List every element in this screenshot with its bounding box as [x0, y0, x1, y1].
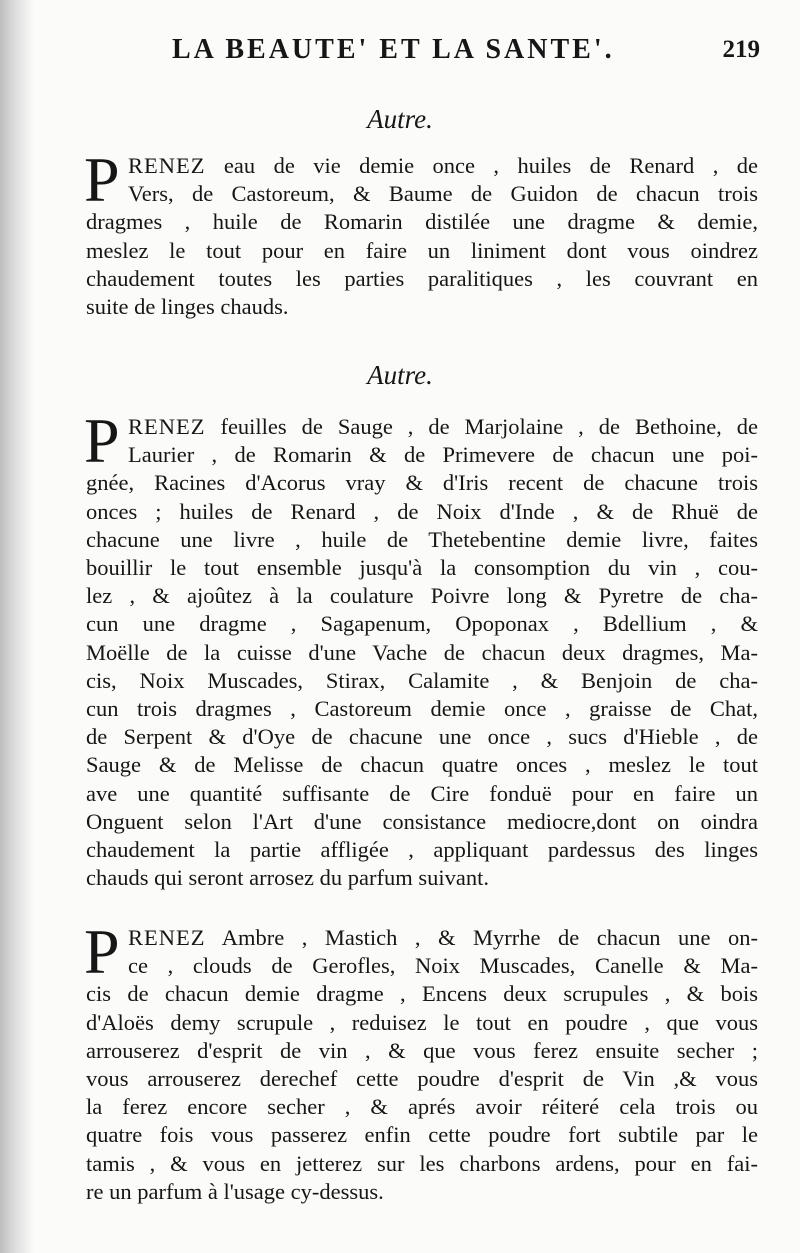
paragraph-line: suite de linges chauds. — [86, 294, 289, 320]
paragraph-line: meslez le tout pour en faire un liniment dont vous oindrez — [86, 237, 758, 263]
drop-cap: P — [84, 916, 120, 987]
binding-shadow — [0, 0, 34, 1253]
lead-word: RENEZ — [128, 153, 206, 178]
page-header — [150, 34, 760, 74]
paragraph-line: cun une dragme , Sagapenum, Opoponax , Bdellium , & — [86, 611, 758, 637]
paragraph-line: gnée, Racines d'Acorus vray & d'Iris recent de chacune trois — [86, 470, 758, 496]
paragraph-line: lez , & ajoûtez à la coulature Poivre long & Pyretre de cha- — [86, 583, 758, 609]
paragraph — [84, 144, 758, 321]
paragraph-line: arrouserez d'esprit de vin , & que vous ferez ensuite secher ; — [86, 1037, 758, 1063]
paragraph-line: Moëlle de la cuisse d'une Vache de chacun deux dragmes, Ma- — [86, 639, 758, 665]
paragraph-line: vous arrouserez derechef cette poudre d'esprit de Vin ,& vous — [86, 1066, 758, 1092]
paragraph — [84, 405, 758, 892]
paragraph-line: d'Aloës demy scrupule , reduisez le tout en poudre , que vous — [86, 1009, 758, 1035]
paragraph-line: ce , clouds de Gerofles, Noix Muscades, Canelle & Ma- — [128, 953, 758, 979]
page-number: 219 — [722, 36, 760, 63]
paragraph-line: Onguent selon l'Art d'une consistance mediocre,dont on oindra — [86, 808, 758, 834]
paragraph-line: RENEZ feuilles de Sauge , de Marjolaine , de Bethoine, de — [128, 414, 758, 439]
drop-cap: P — [84, 144, 120, 215]
paragraph-line: RENEZ Ambre , Mastich , & Myrrhe de chacun une on- — [128, 925, 758, 950]
paragraph-line: chaudement toutes les parties paralitiques , les couvrant en — [86, 265, 758, 291]
lead-word: RENEZ — [128, 925, 206, 950]
section-heading: Autre. — [367, 360, 433, 390]
paragraph — [84, 916, 758, 1206]
running-title: LA BEAUTE' ET LA SANTE'. — [172, 34, 615, 65]
paragraph-line: cis de chacun demie dragme , Encens deux scrupules , & bois — [86, 981, 758, 1007]
paragraph-line: tamis , & vous en jetterez sur les charbons ardens, pour en fai- — [86, 1150, 758, 1176]
paragraph-line: chauds qui seront arrosez du parfum suivant. — [86, 865, 490, 891]
paragraph-line: Sauge & de Melisse de chacun quatre onces , meslez le tout — [86, 752, 758, 778]
lead-word: RENEZ — [128, 414, 206, 439]
paragraph-line: re un parfum à l'usage cy-dessus. — [86, 1178, 384, 1204]
paragraph-line: onces ; huiles de Renard , de Noix d'Inde , & de Rhuë de — [86, 498, 758, 524]
paragraph-line: la ferez encore secher , & aprés avoir réiteré cela trois ou — [86, 1094, 758, 1120]
paragraph-line: Laurier , de Romarin & de Primevere de chacun une poi- — [128, 442, 758, 468]
paragraph-line: quatre fois vous passerez enfin cette poudre fort subtile par le — [86, 1122, 758, 1148]
paragraph-line: RENEZ eau de vie demie once , huiles de Renard , de — [128, 153, 758, 178]
paragraph-line: cis, Noix Muscades, Stirax, Calamite , & Benjoin de cha- — [86, 667, 758, 693]
drop-cap: P — [84, 405, 120, 476]
paragraph-line: Vers, de Castoreum, & Baume de Guidon de chacun trois — [128, 181, 758, 207]
paragraph-line: de Serpent & d'Oye de chacune une once , sucs d'Hieble , de — [86, 724, 758, 750]
paragraph-line: chacune une livre , huile de Thetebentine demie livre, faites — [86, 526, 758, 552]
paragraph-line: bouillir le tout ensemble jusqu'à la consomption du vin , cou- — [86, 555, 758, 581]
paragraph-line: cun trois dragmes , Castoreum demie once , graisse de Chat, — [86, 696, 758, 722]
paragraph-line: dragmes , huile de Romarin distilée une dragme & demie, — [86, 209, 758, 235]
paragraph-line: chaudement la partie affligée , appliquant pardessus des linges — [86, 837, 758, 863]
paragraph-line: ave une quantité suffisante de Cire fonduë pour en faire un — [86, 780, 758, 806]
section-heading: Autre. — [367, 104, 433, 134]
